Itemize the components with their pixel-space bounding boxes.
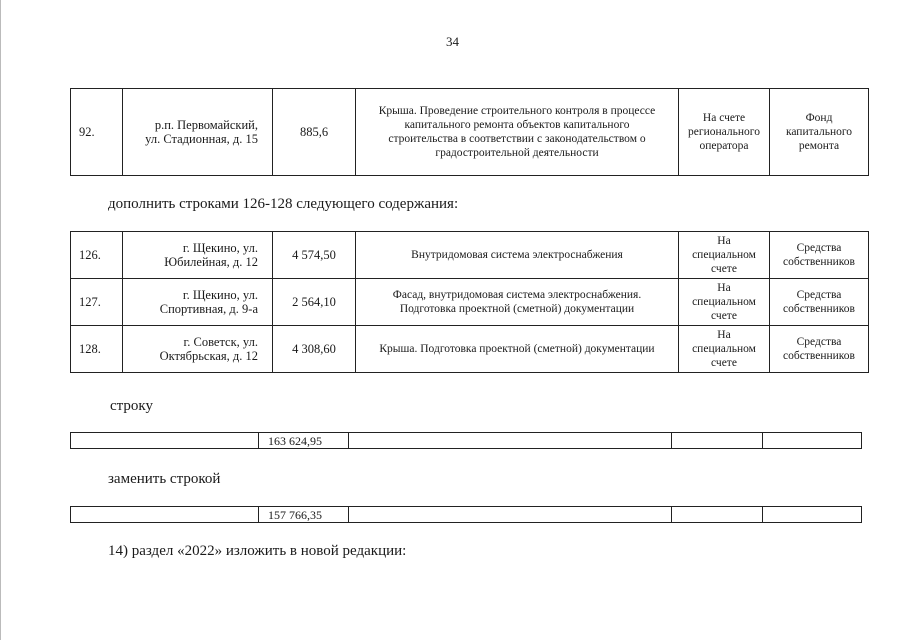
paragraph-add-rows: дополнить строками 126-128 следующего содержания: bbox=[108, 196, 459, 212]
account-line: оператора bbox=[699, 140, 749, 152]
work-line: капитального ремонта объектов капитального bbox=[404, 119, 630, 131]
address-line: Октябрьская, д. 12 bbox=[159, 349, 258, 363]
cell-total-new: 157 766,35 bbox=[259, 507, 349, 523]
cell-fund bbox=[770, 89, 869, 176]
fund-line: капитального bbox=[785, 126, 853, 138]
cell-account bbox=[679, 89, 770, 176]
cell-work bbox=[356, 89, 679, 176]
table-row bbox=[71, 89, 869, 176]
table-total-old bbox=[70, 432, 862, 449]
fund-line: Средства bbox=[796, 336, 842, 348]
cell-area: 4 308,60 bbox=[273, 326, 356, 373]
account-line: специальном bbox=[692, 343, 756, 355]
cell-fund bbox=[770, 232, 869, 279]
fund-line: Средства bbox=[796, 242, 842, 254]
work-line: градостроительной деятельности bbox=[435, 147, 599, 159]
cell-address bbox=[123, 279, 273, 326]
cell-empty bbox=[71, 507, 259, 523]
work-line: строительства в соответствии с законодательством о bbox=[388, 133, 646, 145]
paragraph-section: 14) раздел «2022» изложить в новой редакции: bbox=[108, 543, 407, 559]
cell-account bbox=[679, 232, 770, 279]
fund-line: Фонд bbox=[805, 112, 833, 124]
address-line: г. Советск, ул. bbox=[183, 335, 258, 349]
fund-line: собственников bbox=[783, 256, 855, 268]
fund-line: ремонта bbox=[798, 140, 840, 152]
table-row bbox=[71, 232, 869, 279]
cell-empty bbox=[71, 433, 259, 449]
cell-area: 885,6 bbox=[273, 89, 356, 176]
address-line: г. Щекино, ул. bbox=[182, 288, 258, 302]
table-row bbox=[71, 507, 862, 523]
table-row-92 bbox=[70, 88, 869, 176]
cell-empty bbox=[763, 507, 862, 523]
page-edge-line bbox=[0, 0, 1, 640]
table-total-new bbox=[70, 506, 862, 523]
address-line: р.п. Первомайский, bbox=[154, 118, 258, 132]
account-line: На bbox=[717, 235, 731, 247]
cell-num: 128. bbox=[71, 326, 123, 373]
work-line: Крыша. Подготовка проектной (сметной) документации bbox=[379, 343, 655, 355]
table-row bbox=[71, 326, 869, 373]
address-line: Спортивная, д. 9-а bbox=[159, 302, 258, 316]
cell-empty bbox=[349, 433, 672, 449]
account-line: специальном bbox=[692, 296, 756, 308]
account-line: счете bbox=[711, 263, 737, 275]
cell-work bbox=[356, 326, 679, 373]
account-line: специальном bbox=[692, 249, 756, 261]
cell-area: 2 564,10 bbox=[273, 279, 356, 326]
cell-address bbox=[123, 89, 273, 176]
account-line: регионального bbox=[688, 126, 760, 138]
page-number: 34 bbox=[446, 34, 459, 49]
work-line: Внутридомовая система электроснабжения bbox=[411, 249, 623, 261]
cell-empty bbox=[672, 507, 763, 523]
address-line: Юбилейная, д. 12 bbox=[164, 255, 258, 269]
account-line: счете bbox=[711, 310, 737, 322]
cell-fund bbox=[770, 326, 869, 373]
cell-empty bbox=[349, 507, 672, 523]
cell-address bbox=[123, 232, 273, 279]
work-line: Крыша. Проведение строительного контроля в процессе bbox=[378, 105, 656, 117]
address-line: г. Щекино, ул. bbox=[182, 241, 258, 255]
paragraph-line: строку bbox=[110, 398, 153, 414]
cell-address bbox=[123, 326, 273, 373]
account-line: счете bbox=[711, 357, 737, 369]
account-line: На bbox=[717, 329, 731, 341]
work-line: Подготовка проектной (сметной) документации bbox=[399, 303, 635, 315]
work-line: Фасад, внутридомовая система электроснабжения. bbox=[392, 289, 642, 301]
cell-account bbox=[679, 279, 770, 326]
fund-line: собственников bbox=[783, 303, 855, 315]
account-line: На bbox=[717, 282, 731, 294]
table-row bbox=[71, 433, 862, 449]
cell-area: 4 574,50 bbox=[273, 232, 356, 279]
cell-total-old: 163 624,95 bbox=[259, 433, 349, 449]
cell-work bbox=[356, 232, 679, 279]
table-new-rows bbox=[70, 231, 869, 373]
cell-account bbox=[679, 326, 770, 373]
cell-empty bbox=[672, 433, 763, 449]
cell-num: 127. bbox=[71, 279, 123, 326]
fund-line: собственников bbox=[783, 350, 855, 362]
cell-work bbox=[356, 279, 679, 326]
account-line: На счете bbox=[702, 112, 746, 124]
cell-empty bbox=[763, 433, 862, 449]
cell-num: 126. bbox=[71, 232, 123, 279]
fund-line: Средства bbox=[796, 289, 842, 301]
cell-num: 92. bbox=[71, 89, 123, 176]
table-row bbox=[71, 279, 869, 326]
cell-fund bbox=[770, 279, 869, 326]
paragraph-replace: заменить строкой bbox=[108, 471, 221, 487]
address-line: ул. Стадионная, д. 15 bbox=[145, 132, 258, 146]
